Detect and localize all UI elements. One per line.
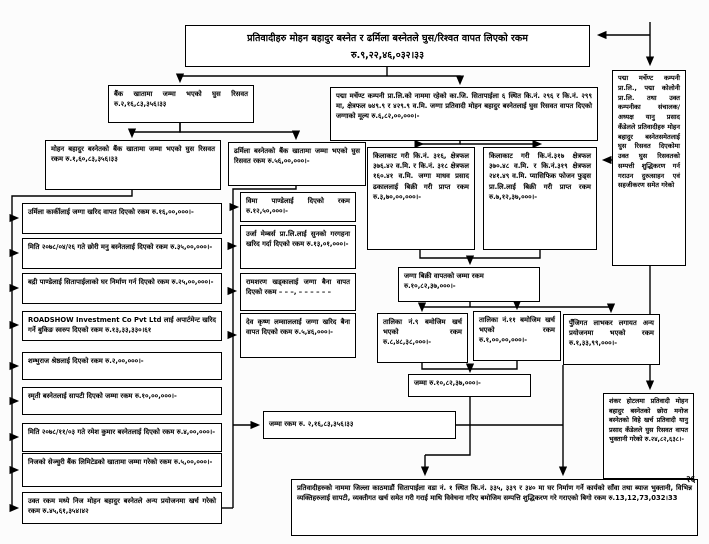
spend-badri-pandey-box: बद्री पाण्डेलाई सितापाईलाको घर निर्माण गर्न दिएको रकम रु.२५,००,०००।- [22,273,222,304]
grand-sale-total-box: जम्मा रु.१०,८२,३७,०००।- [408,374,531,397]
title-box [185,25,590,67]
spend-ramsharan-box: रामशरण खड्कालाई जग्गा बैना वापत दिएको रकम – – –, – – – – – – [240,273,356,311]
padma-company-box: पद्मा मर्चेण्ट कम्पनी प्रा.लि., पद्मा कोलोनी प्रा.लि. तथा उक्त कम्पनीका संचालक/अध्यक्ष यानु प्रसाद कँडेलले प्रतिवादीहरु मोहन बहादुर बस्नेतसमेतलाई घुस रिसवत दिएकोमा उक्त घुस रिसवतको सम्पत्ती शुद्धिकरण गर्न गराउन दुरुत्साहन एवं सहजीकरण समेत गरेको [612,70,686,266]
spend-bima-pandey-box: विमा पाण्डेलाई दिएको रकम रु.१२,५०,०००।- [240,192,356,222]
title-total-amount: रु.९,२२,४६,०३२।३३ [350,50,425,62]
title-text: प्रतिवादीहरु मोहन बहादुर बस्नेत र ढर्मिला बस्नेतले घुस/रिश्वत वापत लिएको रकम [247,33,528,44]
spend-shambhu-box: शम्भुराज श्रेष्ठलाई दिएको रकम रु.२,००,०००।- [22,352,222,380]
plot-sale-pacific-box: किलाकाट गरी कि.नं.३१७ क्षेत्रफल ३७०.४८ व.मि. र कि.नं.३१९ क्षेत्रफल २४१.४९ व.मि. प्यासिफिक फोजन फुड्स प्रा.लि.लाई बिक्री गरी प्राप्त रकम रु.७,१२,३७,०००।- [483,147,597,250]
bank-grand-total-box: जम्मा रकम रु. २,१६,८३,३५६।३३ [263,411,456,439]
spend-roadshow-box: ROADSHOW Investment Co Pvt Ltd लाई अपार्टमेन्ट खरिद गर्ने बुकिङ स्वरुप दिएको रकम रु.१३,३३,३३०।६१ [22,311,222,341]
page-number: २६ [686,475,696,485]
spend-urmila-karki-box: उर्मिला कार्कीलाई जग्गा खरिद वापत दिएको रकम रु.१६,००,०००।- [22,203,222,234]
spend-other-purpose-box: उक्त रकम मध्ये निज मोहन बहादुर बस्नेतले अन्य प्रयोजनमा खर्च गरेको रकम रु.४५,६१,३५४।४२ [22,492,222,524]
padma-land-box: पद्मा मर्चेण्ट कम्पनी प्रा.लि.को नाममा रहेको का.जि. सितापाईला ६ स्थित कि.नं. २९६ र कि.नं. २९९ मा, क्षेत्रफल ७४९.९ र ४२९.९ व.मि. जग्गा प्रतिवादी मोहन बहादुर बस्नेतलाई घुस रिसवत वापत दिएको जग्गाको मूल्य रु.६,८२,००,०००।- [330,87,598,141]
spend-manu-basnet-box: मिति २०७८/०४/२६ गते छोरी मनु बस्नेतलाई दिएको रकम रु.३५,००,०००।- [22,238,222,269]
spend-ramesh-box: मिति २०७८/११/०३ गते रमेश कुमार बस्नेतलाई दिएको रकम रु.४,००,०००।- [22,423,222,452]
bank-total-box: बैंक खातामा जम्मा भएको घुस रिसवत रु.२,१६,८३,३५६।३३ [108,85,254,123]
table9-expense-box: तालिका नं.९ बमोजिम खर्च भएको रकम रु.८,४८,३८,०००।- [377,313,468,363]
laundering-summary-box: प्रतिवादीहरुको नाममा जिल्ला काठमाडौं सितापाईला वडा नं. १ स्थित कि.नं. ३३५, ३३९ र ३४० मा घर निर्माण गर्ने कार्यको साँवा तथा ब्याज भुक्तानी, विभिन्न व्यक्तिहरुलाई सापटी, व्यक्तीगत खर्च समेत गरी गराई माथि विवेचना गरिए बमोजिम सम्पत्ति शुद्धिकरण गरे गराएको बिगो रकम रु.13,12,73,032।33 [291,479,698,536]
land-sale-total-box: जग्गा बिक्री वापतको जम्मा रकम रु.१०,८२,३७,०००।- [398,267,540,302]
mohan-bank-box: मोहन बहादुर बस्नेतको बैंक खातामा जम्मा भएको घुस रिसवत रकम रु.१,६०,८३,३५६।३३ [45,140,221,190]
spend-smriti-box: स्मृती बस्नेतलाई सापटी दिएको जम्मा रकम रु.१०,००,०००।- [22,387,222,415]
dharmila-bank-box: ढर्मिला बस्नेतको बैंक खातामा जम्मा भएको घुस रिसवत रकम रु.५६,००,०००।- [228,142,366,186]
plot-sale-dhakal-box: किलाकाट गरी कि.नं. ३१६, क्षेत्रफल ३७६.४२ व.मि. र कि.नं. ३१८ क्षेत्रफल १६०.४१ व.मि. जग्गा माधव प्रसाद ढकाललाई बिक्री गरी प्राप्त रकम रु.३,७०,००,०००।- [367,147,475,250]
table11-expense-box: तालिका नं.११ बमोजिम खर्च भएको रकम रु.१,००,००,०००।- [473,311,561,361]
spend-devkrishna-box: देव कृष्ण लम्साललाई जग्गा खरिद बैना वापत दिएको रकम रु.५,४६,०००।- [240,313,356,358]
shankar-hotel-box: शंकर होटलमा प्रतिवादी मोहन बहादुर बस्नेतको छोरा मनोज बस्नेतको विहे खर्च प्रतिवादी यानु प्रसाद कँडेलले घुस रिसवत वापत भुक्तानी गरेको रु.२४,८२,६३८।- [603,393,694,479]
capital-gains-box: पुँजिगत लाभकर लगायत अन्य प्रयोजनमा भएको रकम रु.१,३३,९९,०००।- [563,314,660,365]
spend-urja-members-box: उर्जा मेम्बर्स प्रा.लि.लाई सुनको गरगहना खरिद गर्दा दिएको रकम रु.१३,०१,०००।- [240,225,356,269]
spend-century-bank-box: निजको सेञ्चुरी बैंक लिमिटेडको खातामा जम्मा गरेको रकम रु.५,००,०००।- [22,453,222,487]
